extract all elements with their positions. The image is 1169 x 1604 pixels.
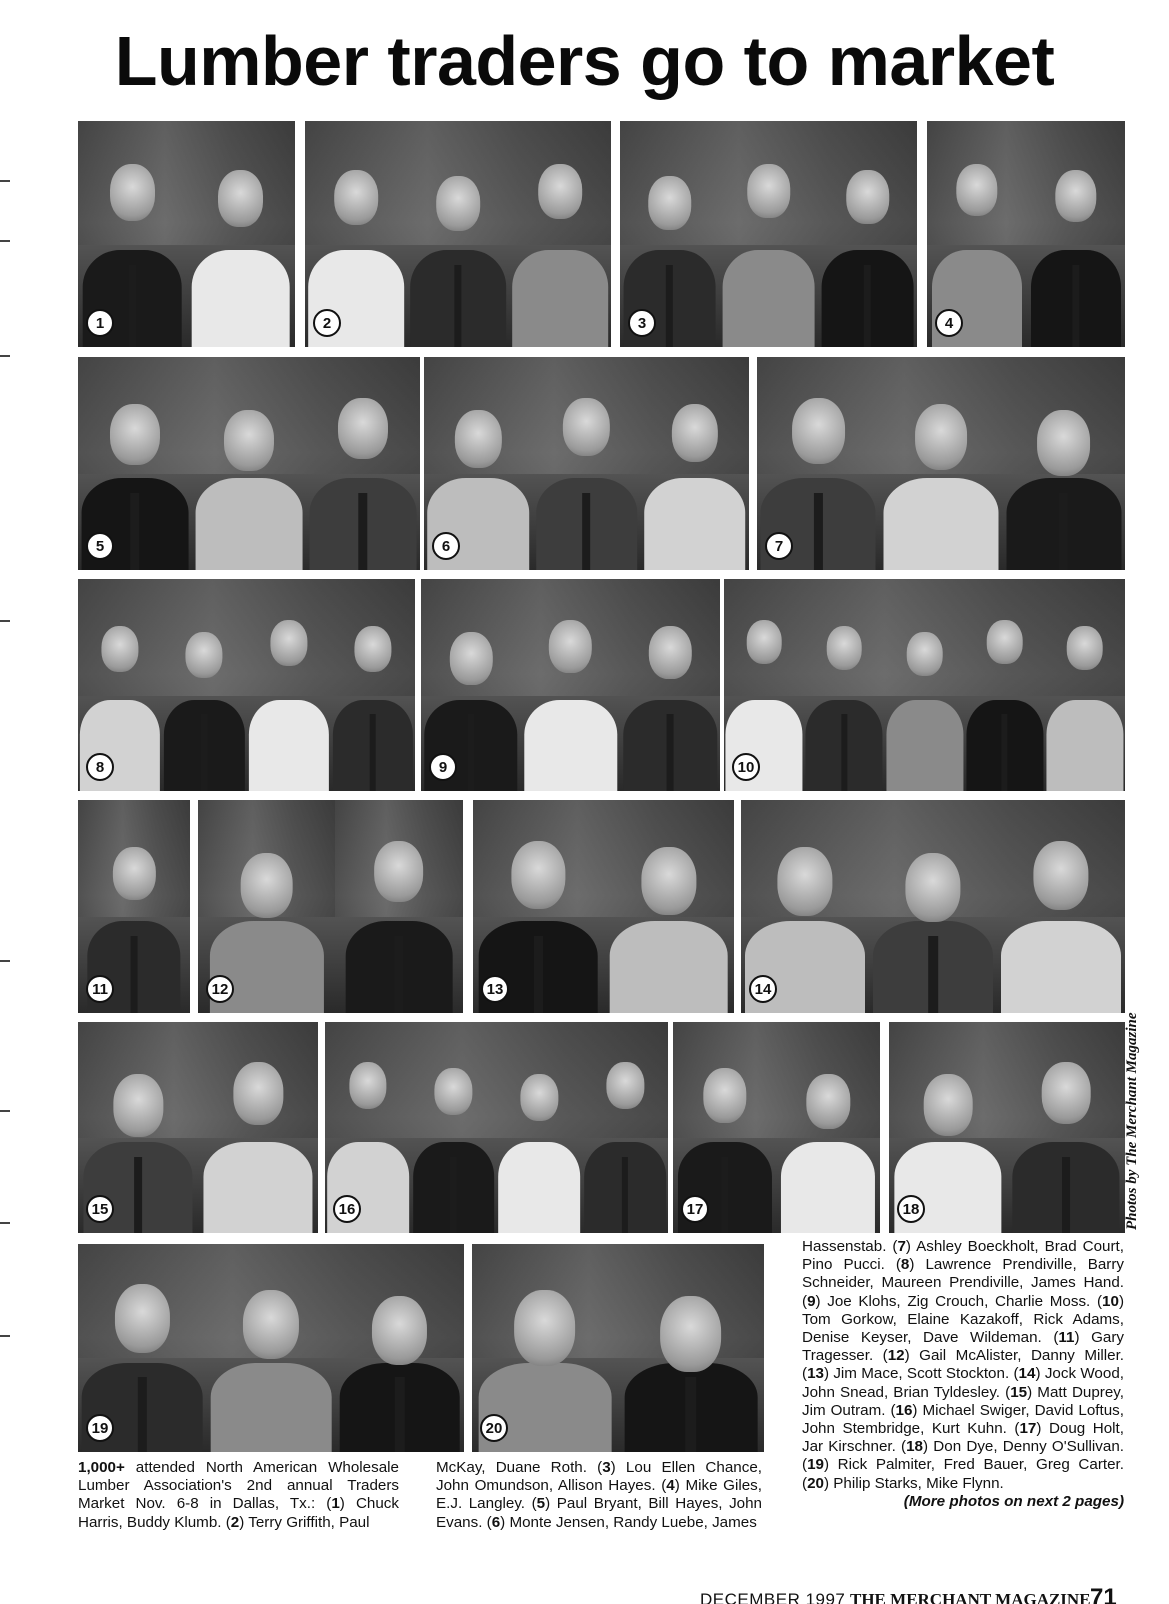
photo-number-badge: 19 <box>86 1414 114 1442</box>
caption-photo-ref: 1 <box>331 1495 340 1513</box>
necktie <box>359 493 368 570</box>
face <box>807 1074 850 1128</box>
pictured-person <box>191 153 290 347</box>
caption-photo-ref: 18 <box>906 1438 924 1456</box>
pictured-person <box>164 609 244 791</box>
photo-4 <box>927 121 1125 347</box>
face <box>671 404 718 462</box>
face <box>746 620 781 664</box>
necktie <box>395 1377 405 1452</box>
face <box>349 1062 387 1109</box>
photo-14 <box>741 800 1125 1013</box>
photo-17 <box>673 1022 880 1233</box>
face <box>827 626 862 670</box>
face <box>905 853 960 922</box>
face <box>233 1062 283 1125</box>
photo-10 <box>724 579 1125 791</box>
caption-names: ) Philip Starks, Mike Flynn. <box>823 1474 1004 1492</box>
face <box>1033 841 1088 910</box>
necktie <box>1072 265 1079 347</box>
caption-names: ) Don Dye, Denny O'Sullivan. ( <box>802 1438 1125 1474</box>
face <box>514 1290 575 1366</box>
face <box>243 1290 298 1359</box>
photo-19 <box>78 1244 464 1452</box>
photo-2 <box>305 121 611 347</box>
caption-photo-ref: 12 <box>887 1347 905 1365</box>
photo-11 <box>78 800 190 1013</box>
face <box>436 176 480 231</box>
torso <box>609 921 728 1013</box>
caption-photo-ref: 17 <box>1019 1420 1037 1438</box>
photo-7 <box>757 357 1125 570</box>
face <box>956 164 997 216</box>
photo-number-badge: 9 <box>429 753 457 781</box>
face <box>338 398 387 459</box>
magazine-name: THE MERCHANT MAGAZINE <box>850 1590 1091 1604</box>
face <box>1041 1062 1090 1124</box>
caption-photo-ref: 20 <box>807 1474 824 1492</box>
photo-number-badge: 10 <box>732 753 760 781</box>
caption-names: ) Terry Griffith, Paul <box>239 1513 370 1531</box>
face <box>270 620 307 666</box>
face <box>186 632 223 678</box>
pictured-person <box>966 609 1043 791</box>
necktie <box>134 1157 143 1233</box>
caption-photo-ref: 5 <box>536 1495 546 1513</box>
photo-number-badge: 13 <box>481 975 509 1003</box>
face <box>1055 170 1096 222</box>
torso <box>196 478 303 570</box>
photo-number-badge: 4 <box>935 309 963 337</box>
caption-column-3 <box>802 1238 1124 1511</box>
face <box>538 164 582 219</box>
face <box>372 1296 427 1365</box>
caption-names: ) Jim Mace, Scott Stockton. ( <box>823 1365 1019 1383</box>
torso <box>722 250 815 347</box>
photo-number-badge: 17 <box>681 1195 709 1223</box>
face <box>549 620 592 674</box>
pictured-person <box>1001 830 1121 1013</box>
torso <box>191 250 290 347</box>
necktie <box>814 493 823 570</box>
caption-names: ) Chuck Harris, Buddy Klumb. ( <box>78 1495 399 1531</box>
photo-number-badge: 12 <box>206 975 234 1003</box>
photo-3 <box>620 121 917 347</box>
face <box>334 170 378 225</box>
caption-photo-ref: 6 <box>491 1513 501 1531</box>
pictured-person <box>609 830 728 1013</box>
pictured-person <box>524 609 617 791</box>
necktie <box>666 265 673 347</box>
caption-photo-ref: 11 <box>1058 1329 1075 1347</box>
necktie <box>841 714 847 791</box>
face <box>224 410 273 471</box>
face <box>606 1062 644 1109</box>
caption-column-2 <box>436 1459 762 1532</box>
photo-18 <box>889 1022 1125 1233</box>
photo-number-badge: 1 <box>86 309 114 337</box>
face <box>641 847 696 915</box>
pictured-person <box>781 1052 875 1233</box>
caption-photo-ref: 19 <box>807 1456 824 1474</box>
photo-number-badge: 2 <box>313 309 341 337</box>
necktie <box>467 714 474 791</box>
torso <box>211 1363 332 1452</box>
caption-names: ) Matt Duprey, Jim Outram. ( <box>802 1383 1124 1419</box>
caption-names: ) Monte Jensen, Randy Luebe, James <box>500 1513 757 1531</box>
necktie <box>582 493 590 570</box>
pictured-person <box>625 1273 758 1452</box>
photo-1 <box>78 121 295 347</box>
caption-photo-ref: 14 <box>1018 1365 1036 1383</box>
caption-photo-ref: 8 <box>900 1256 910 1274</box>
necktie <box>454 265 462 347</box>
photo-13 <box>473 800 734 1013</box>
necktie <box>201 714 207 791</box>
issue-date: DECEMBER 1997 <box>700 1590 846 1604</box>
face <box>792 398 845 464</box>
pictured-person <box>644 387 746 570</box>
article-headline: Lumber traders go to market <box>114 22 1055 100</box>
photo-8 <box>78 579 415 791</box>
face <box>102 626 139 672</box>
caption-names: ) Lou Ellen Chance, John Omundson, Allison Hayes. ( <box>436 1459 762 1495</box>
scan-edge-mark <box>0 180 10 182</box>
torso <box>1046 700 1123 791</box>
scan-edge-mark <box>0 1335 10 1337</box>
face <box>1067 626 1102 670</box>
face <box>987 620 1022 664</box>
necktie <box>622 1157 629 1233</box>
pictured-person <box>333 609 413 791</box>
face <box>915 404 968 470</box>
attendance-count: 1,000+ <box>78 1459 125 1476</box>
pictured-person <box>512 153 608 347</box>
pictured-person <box>536 387 638 570</box>
necktie <box>1002 714 1008 791</box>
caption-continued: Hassenstab. ( <box>802 1238 898 1255</box>
necktie <box>131 493 140 570</box>
pictured-person <box>722 153 815 347</box>
photo-15 <box>78 1022 318 1233</box>
torso <box>886 700 963 791</box>
caption-names: ) Ashley Boeckholt, Brad Court, Pino Pucci. ( <box>802 1238 1124 1274</box>
photo-number-badge: 5 <box>86 532 114 560</box>
torso <box>249 700 329 791</box>
necktie <box>534 936 543 1013</box>
necktie <box>128 265 136 347</box>
photo-12 <box>198 800 335 1013</box>
necktie <box>928 936 938 1013</box>
pictured-person <box>806 609 883 791</box>
face <box>648 176 691 229</box>
caption-photo-ref: 9 <box>807 1292 816 1310</box>
pictured-person <box>346 830 453 1013</box>
pictured-person <box>410 153 506 347</box>
pictured-person <box>884 387 999 570</box>
necktie <box>1062 1157 1071 1233</box>
photo-number-badge: 15 <box>86 1195 114 1223</box>
caption-photo-ref: 4 <box>666 1477 675 1495</box>
photo-number-badge: 20 <box>480 1414 508 1442</box>
photo-16 <box>325 1022 668 1233</box>
photo-number-badge: 7 <box>765 532 793 560</box>
pictured-person <box>499 1052 581 1233</box>
scan-edge-mark <box>0 960 10 962</box>
photo-number-badge: 6 <box>432 532 460 560</box>
necktie <box>138 1377 148 1452</box>
caption-photo-ref: 10 <box>1102 1292 1119 1310</box>
caption-names: ) Rick Palmiter, Fred Bauer, Greg Carter. ( <box>802 1456 1124 1492</box>
caption-photo-ref: 3 <box>602 1459 611 1476</box>
face <box>374 841 423 902</box>
photo-5 <box>78 357 420 570</box>
caption-names: ) Lawrence Prendiville, Barry Schneider, Maureen Prendiville, James Hand. ( <box>802 1256 1124 1310</box>
torso <box>499 1142 581 1233</box>
caption-photo-ref: 13 <box>807 1365 824 1383</box>
caption-names: ) Jock Wood, John Snead, Brian Tyldesley. ( <box>802 1365 1124 1401</box>
face <box>113 847 156 901</box>
page-number: 71 <box>1090 1584 1117 1604</box>
scan-edge-mark <box>0 1110 10 1112</box>
caption-photo-ref: 2 <box>230 1513 240 1531</box>
face <box>1037 410 1090 476</box>
photo-number-badge: 16 <box>333 1195 361 1223</box>
torso <box>203 1142 312 1233</box>
face <box>511 841 566 909</box>
caption-names: ) Michael Swiger, David Loftus, John Stembridge, Kurt Kuhn. ( <box>802 1401 1124 1438</box>
pictured-person <box>886 609 963 791</box>
necktie <box>370 714 376 791</box>
torso <box>644 478 746 570</box>
necktie <box>130 936 137 1013</box>
face <box>218 170 263 227</box>
scan-edge-mark <box>0 620 10 622</box>
scan-edge-mark <box>0 240 10 242</box>
page-footer <box>700 1586 1130 1604</box>
face <box>455 410 502 468</box>
pictured-person <box>1046 609 1123 791</box>
necktie <box>450 1157 457 1233</box>
face <box>113 1074 163 1137</box>
scan-edge-mark <box>0 1222 10 1224</box>
caption-names: ) Paul Bryant, Bill Hayes, John Evans. ( <box>436 1495 763 1531</box>
face <box>777 847 832 916</box>
pictured-person <box>249 609 329 791</box>
caption-names: ) Doug Holt, Jar Kirschner. ( <box>802 1420 1124 1456</box>
pictured-person <box>821 153 914 347</box>
face <box>110 404 159 465</box>
face <box>110 164 155 221</box>
face <box>115 1284 170 1353</box>
face <box>747 164 790 217</box>
caption-names: ) Joe Klohs, Zig Crouch, Charlie Moss. ( <box>815 1292 1103 1310</box>
pictured-person <box>413 1052 495 1233</box>
pictured-person <box>623 609 716 791</box>
face <box>563 398 610 456</box>
necktie <box>395 936 404 1013</box>
photo-number-badge: 11 <box>86 975 114 1003</box>
necktie <box>864 265 871 347</box>
photo-credit-text: Photos by The Merchant Magazine <box>1124 1012 1140 1230</box>
caption-continued: McKay, Duane Roth. ( <box>436 1459 603 1476</box>
pictured-person <box>310 387 417 570</box>
pictured-person <box>1012 1052 1119 1233</box>
face <box>435 1068 473 1115</box>
necktie <box>1059 493 1068 570</box>
caption-names: ) Tom Gorkow, Elaine Kazakoff, Rick Adams, Denise Keyser, Dave Wildeman. ( <box>802 1292 1124 1347</box>
torso <box>1001 921 1121 1013</box>
face <box>703 1068 746 1122</box>
face <box>907 632 942 676</box>
caption-photo-ref: 16 <box>895 1401 913 1419</box>
scan-edge-mark <box>0 355 10 357</box>
face <box>240 853 293 919</box>
face <box>449 632 492 686</box>
photo-panel <box>335 800 463 1013</box>
caption-column-1 <box>78 1459 399 1532</box>
torso <box>524 700 617 791</box>
pictured-person <box>211 1273 332 1452</box>
pictured-person <box>196 387 303 570</box>
pictured-person <box>339 1273 460 1452</box>
pictured-person <box>873 830 993 1013</box>
photo-number-badge: 8 <box>86 753 114 781</box>
face <box>354 626 391 672</box>
photo-number-badge: 14 <box>749 975 777 1003</box>
pictured-person <box>584 1052 666 1233</box>
caption-names: ) Mike Giles, E.J. Langley. ( <box>436 1477 762 1513</box>
photo-9 <box>421 579 720 791</box>
caption-names: ) Gary Tragesser. ( <box>802 1329 1124 1365</box>
necktie <box>721 1157 729 1233</box>
photo-number-badge: 3 <box>628 309 656 337</box>
torso <box>884 478 999 570</box>
face <box>846 170 889 223</box>
caption-intro: attended North American Wholesale Lumber Association's 2nd annual Traders Market Nov. 6-8 in Dallas, Tx.: ( <box>78 1459 399 1513</box>
necktie <box>686 1377 697 1452</box>
more-photos-note: (More photos on next 2 pages) <box>903 1492 1124 1510</box>
photo-6 <box>424 357 749 570</box>
face <box>521 1074 559 1121</box>
face <box>923 1074 972 1136</box>
face <box>660 1296 721 1372</box>
necktie <box>666 714 673 791</box>
caption-photo-ref: 15 <box>1010 1383 1028 1401</box>
pictured-person <box>203 1052 312 1233</box>
pictured-person <box>1031 153 1121 347</box>
face <box>649 626 692 680</box>
photo-number-badge: 18 <box>897 1195 925 1223</box>
caption-photo-ref: 7 <box>897 1238 906 1255</box>
torso <box>781 1142 875 1233</box>
caption-names: ) Gail McAlister, Danny Miller. ( <box>802 1347 1125 1383</box>
photo-20 <box>472 1244 764 1452</box>
torso <box>512 250 608 347</box>
pictured-person <box>1006 387 1121 570</box>
